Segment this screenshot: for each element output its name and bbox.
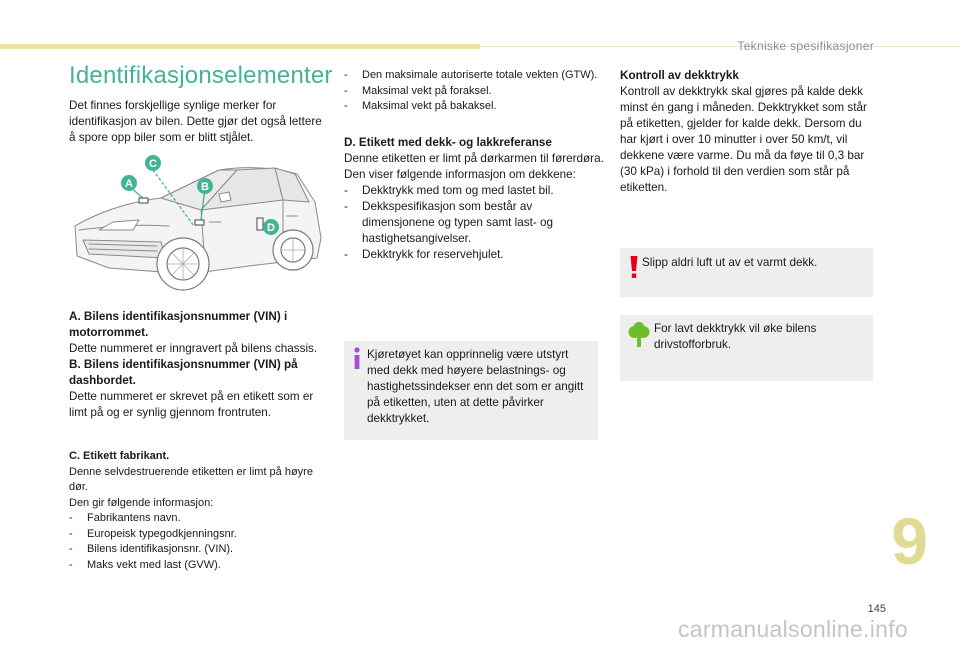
list-c	[69, 511, 325, 573]
label-a-text: A	[125, 178, 133, 190]
list-item: - Maksimal vekt på foraksel.	[344, 84, 604, 100]
text-d1: Denne etiketten er limt på dørkarmen til førerdøra.	[344, 152, 604, 165]
heading-b: B. Bilens identifikasjonsnummer (VIN) på dashbordet.	[69, 358, 298, 387]
text-c2: Den gir følgende informasjon:	[69, 496, 214, 509]
label-a-badge	[121, 175, 137, 191]
list-item: - Europeisk typegodkjenningsnr.	[69, 527, 325, 543]
label-b-marker	[195, 220, 204, 225]
header-rule	[480, 46, 960, 47]
label-d-marker	[257, 218, 263, 230]
eco-tree-icon	[628, 322, 650, 348]
label-c-text: C	[149, 158, 157, 170]
list-item: - Maks vekt med last (GVW).	[69, 558, 325, 574]
tyre-pressure-heading: Kontroll av dekktrykk	[620, 69, 739, 82]
warning-box	[620, 248, 873, 297]
section-title: Identifikasjonselementer	[69, 62, 333, 89]
label-c-badge	[145, 155, 161, 171]
list-item: - Maksimal vekt på bakaksel.	[344, 99, 604, 115]
list-item: - Dekktrykk med tom og med lastet bil.	[344, 183, 604, 199]
heading-a: A. Bilens identifikasjonsnummer (VIN) i motorrommet.	[69, 310, 288, 339]
heading-c: C. Etikett fabrikant.	[69, 450, 170, 462]
list-item: - Dekktrykk for reservehjulet.	[344, 247, 604, 263]
label-a-marker	[139, 198, 148, 203]
eco-box	[620, 315, 873, 381]
header-bar	[0, 44, 480, 49]
list-item: - Fabrikantens navn.	[69, 511, 325, 527]
eco-text: For lavt dekktrykk vil øke bilens drivstofforbruk.	[654, 322, 817, 351]
info-icon	[352, 347, 362, 369]
list-item: - Dekkspesifikasjon som består av dimensjonene og typen samt last- og hastighetsangivelser.	[344, 199, 604, 247]
label-d-text: D	[267, 222, 275, 234]
text-b: Dette nummeret er skrevet på en etikett som er limt på og er synlig gjennom frontruten.	[69, 390, 314, 419]
intro-text: Det finnes forskjellige synlige merker for identifikasjon av bilen. Dette gjør det også lettere å spore opp biler som er blitt stjålet.	[69, 99, 322, 144]
list-d	[344, 183, 604, 263]
chapter-number: 9	[891, 504, 928, 578]
list-item: - Den maksimale autoriserte totale vekten (GTW).	[344, 68, 604, 84]
text-a: Dette nummeret er inngravert på bilens chassis.	[69, 342, 318, 355]
info-box	[344, 341, 598, 440]
label-d-badge	[263, 219, 279, 235]
page-number: 145	[867, 603, 886, 615]
text-c1: Denne selvdestruerende etiketten er limt på høyre dør.	[69, 465, 313, 493]
section-d	[344, 135, 604, 263]
tyre-pressure-section	[620, 68, 874, 196]
top-list	[344, 68, 604, 115]
watermark: carmanualsonline.info	[677, 616, 908, 642]
section-a-b	[69, 309, 325, 421]
label-b-text: B	[201, 181, 209, 193]
tyre-pressure-text: Kontroll av dekktrykk skal gjøres på kalde dekk minst én gang i måneden. Dekktrykket som står på etiketten, gjelder for kalde dekk. Dersom du har kjørt i over 10 minutter i over 50 km/t, vil dekkene være varme. Du må da føye til 0,3 bar (30 kPa) i forhold til den verdien som står på etiketten.	[620, 85, 867, 194]
info-text: Kjøretøyet kan opprinnelig være utstyrt med dekk med høyere belastnings- og hastighetssindekser enn det som er angitt på etiketten, uten at dette påvirker dekktrykket.	[367, 348, 584, 425]
section-c	[69, 449, 325, 573]
label-b-badge	[197, 178, 213, 194]
warning-icon	[630, 256, 638, 278]
list-item: - Bilens identifikasjonsnr. (VIN).	[69, 542, 325, 558]
chapter-title: Tekniske spesifikasjoner	[737, 39, 874, 53]
warning-text: Slipp aldri luft ut av et varmt dekk.	[642, 256, 818, 269]
car-illustration	[69, 146, 325, 298]
heading-d: D. Etikett med dekk- og lakkreferanse	[344, 136, 552, 149]
text-d2: Den viser følgende informasjon om dekkene:	[344, 168, 576, 181]
